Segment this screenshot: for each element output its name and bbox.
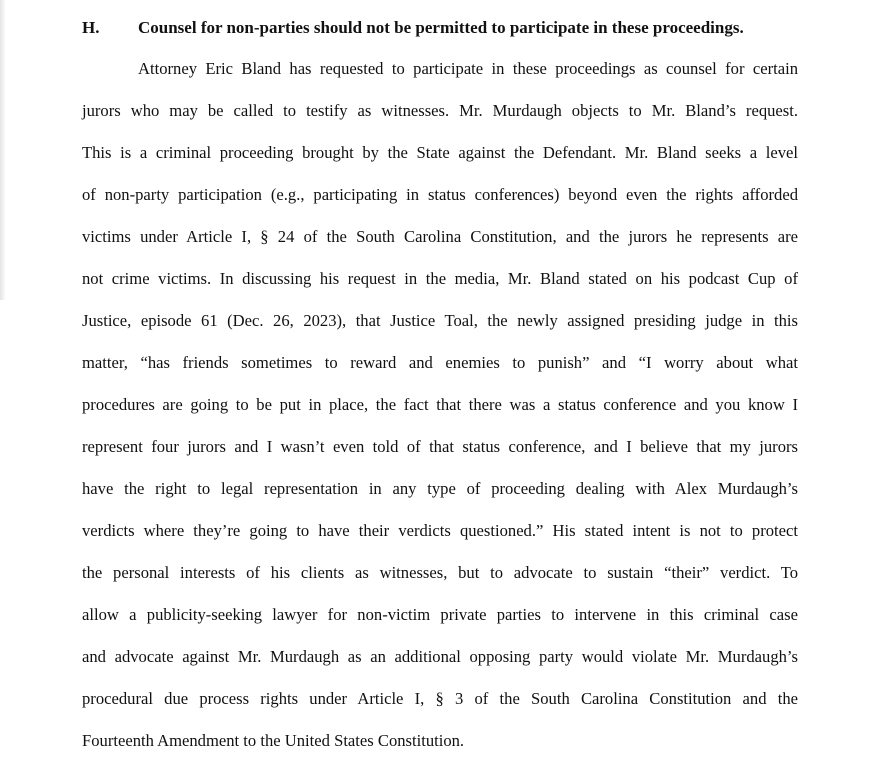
paragraph-line: procedures are going to be put in place, the fact that there was a status conference and you know I bbox=[82, 395, 798, 414]
paragraph-line: allow a publicity-seeking lawyer for non-victim private parties to intervene in this criminal case bbox=[82, 605, 798, 624]
section-heading bbox=[82, 18, 842, 38]
paragraph-line: procedural due process rights under Article I, § 3 of the South Carolina Constitution and the bbox=[82, 689, 798, 708]
paragraph-line: Justice, episode 61 (Dec. 26, 2023), that Justice Toal, the newly assigned presiding judge in this bbox=[82, 311, 798, 330]
section-letter: H. bbox=[82, 18, 100, 37]
paragraph-line: Attorney Eric Bland has requested to participate in these proceedings as counsel for certain bbox=[138, 59, 798, 78]
section-title: Counsel for non-parties should not be permitted to participate in these proceedings. bbox=[138, 18, 744, 37]
paragraph-line: represent four jurors and I wasn’t even told of that status conference, and I believe that my jurors bbox=[82, 437, 798, 456]
paragraph-line: verdicts where they’re going to have their verdicts questioned.” His stated intent is not to protect bbox=[82, 521, 798, 540]
paragraph-line: of non-party participation (e.g., participating in status conferences) beyond even the rights afforded bbox=[82, 185, 798, 204]
paragraph-line: not crime victims. In discussing his request in the media, Mr. Bland stated on his podcast Cup of bbox=[82, 269, 798, 288]
paragraph-line: the personal interests of his clients as witnesses, but to advocate to sustain “their” verdict. To bbox=[82, 563, 798, 582]
page-edge-shadow bbox=[0, 0, 6, 300]
paragraph-line: and advocate against Mr. Murdaugh as an additional opposing party would violate Mr. Murdaugh’s bbox=[82, 647, 798, 666]
paragraph-line: matter, “has friends sometimes to reward and enemies to punish” and “I worry about what bbox=[82, 353, 798, 372]
paragraph-line: have the right to legal representation in any type of proceeding dealing with Alex Murdaugh’s bbox=[82, 479, 798, 498]
paragraph-line: jurors who may be called to testify as witnesses. Mr. Murdaugh objects to Mr. Bland’s request. bbox=[82, 101, 798, 120]
paragraph-line: victims under Article I, § 24 of the South Carolina Constitution, and the jurors he represents are bbox=[82, 227, 798, 246]
paragraph-line: This is a criminal proceeding brought by the State against the Defendant. Mr. Bland seeks a level bbox=[82, 143, 798, 162]
paragraph-line: Fourteenth Amendment to the United States Constitution. bbox=[82, 731, 465, 750]
